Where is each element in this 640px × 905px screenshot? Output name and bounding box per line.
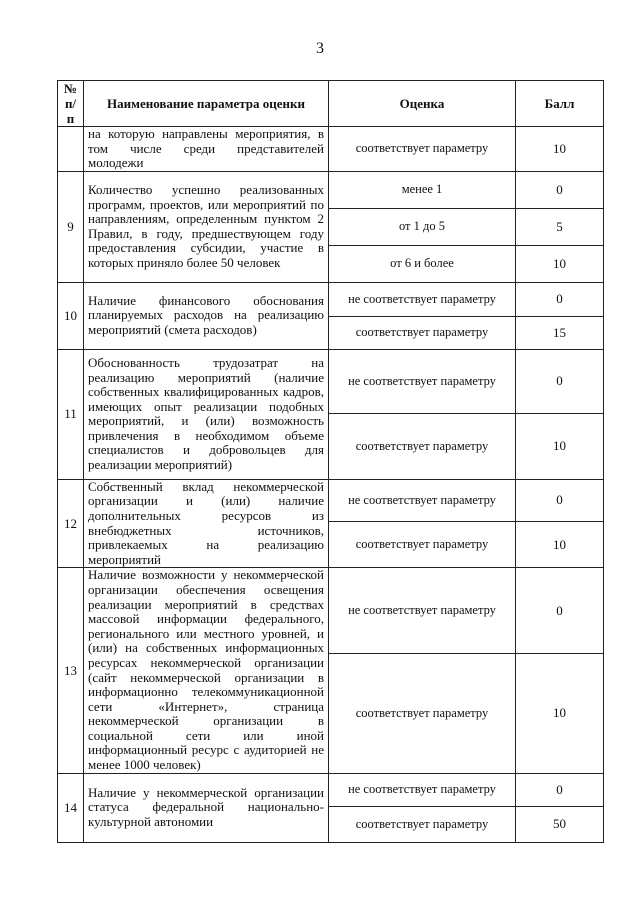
rating-cell: не соответствует параметру (329, 282, 516, 316)
rating-cell: соответствует параметру (329, 127, 516, 172)
table-row (58, 479, 604, 521)
score-cell: 0 (516, 479, 604, 521)
score-cell: 10 (516, 654, 604, 774)
score-cell: 15 (516, 316, 604, 349)
score-cell: 0 (516, 349, 604, 413)
rating-cell: соответствует параметру (329, 654, 516, 774)
score-cell: 10 (516, 127, 604, 172)
table-row (58, 127, 604, 172)
rating-cell: не соответствует параметру (329, 479, 516, 521)
score-cell: 50 (516, 806, 604, 842)
param-text: Наличие возможности у некоммерческой организации обеспечения освещения реализации мероприятий в средствах массовой информации федерального, регионального или местного уровней, и (или) на собственных информационных ресурсах некоммерческой организации (сайт некоммерческой организации в информационно телекоммуникационной сети «Интернет», страница некоммерческой организации в социальной сети или иной информационный ресурс с аудиторией не менее 1000 человек) (84, 568, 329, 773)
row-num: 11 (58, 349, 84, 479)
row-num: 9 (58, 171, 84, 282)
evaluation-table (57, 80, 604, 843)
score-cell: 0 (516, 568, 604, 654)
table-row (58, 349, 604, 413)
score-cell: 0 (516, 171, 604, 208)
rating-cell: соответствует параметру (329, 806, 516, 842)
header-num: № п/п (58, 81, 84, 127)
rating-cell: менее 1 (329, 171, 516, 208)
rating-cell: не соответствует параметру (329, 349, 516, 413)
table-header-row (58, 81, 604, 127)
score-cell: 5 (516, 208, 604, 245)
row-num (58, 127, 84, 172)
rating-cell: от 1 до 5 (329, 208, 516, 245)
rating-cell: соответствует параметру (329, 316, 516, 349)
row-num: 14 (58, 773, 84, 842)
rating-cell: от 6 и более (329, 245, 516, 282)
table-row (58, 171, 604, 208)
score-cell: 0 (516, 282, 604, 316)
param-text: Обоснованность трудозатрат на реализацию мероприятий (наличие собственных квалифицированных кадров, имеющих опыт реализации подобных мероприятий, и (или) возможность привлечения в необходимом объеме специалистов и добровольцев для реализации мероприятий) (84, 349, 329, 479)
header-score: Балл (516, 81, 604, 127)
score-cell: 10 (516, 521, 604, 567)
page-number: 3 (316, 40, 324, 57)
table-row (58, 568, 604, 654)
table-row (58, 282, 604, 316)
row-num: 10 (58, 282, 84, 349)
score-cell: 10 (516, 413, 604, 479)
table-row (58, 773, 604, 806)
score-cell: 0 (516, 773, 604, 806)
header-param: Наименование параметра оценки (84, 81, 329, 127)
rating-cell: не соответствует параметру (329, 773, 516, 806)
score-cell: 10 (516, 245, 604, 282)
param-text: на которую направлены мероприятия, в том числе среди представителей молодежи (84, 127, 329, 172)
rating-cell: соответствует параметру (329, 413, 516, 479)
row-num: 13 (58, 568, 84, 773)
param-text: Количество успешно реализованных программ, проектов, или мероприятий по направлениям, определенным пунктом 2 Правил, в году, предшествующем году предоставления субсидии, участие в которых приняло более 50 человек (84, 171, 329, 282)
row-num: 12 (58, 479, 84, 568)
rating-cell: соответствует параметру (329, 521, 516, 567)
param-text: Собственный вклад некоммерческой организации и (или) наличие дополнительных ресурсов из внебюджетных источников, привлекаемых на реализацию мероприятий (84, 479, 329, 568)
param-text: Наличие финансового обоснования планируемых расходов на реализацию мероприятий (смета расходов) (84, 282, 329, 349)
rating-cell: не соответствует параметру (329, 568, 516, 654)
header-rating: Оценка (329, 81, 516, 127)
param-text: Наличие у некоммерческой организации статуса федеральной национально-культурной автономии (84, 773, 329, 842)
